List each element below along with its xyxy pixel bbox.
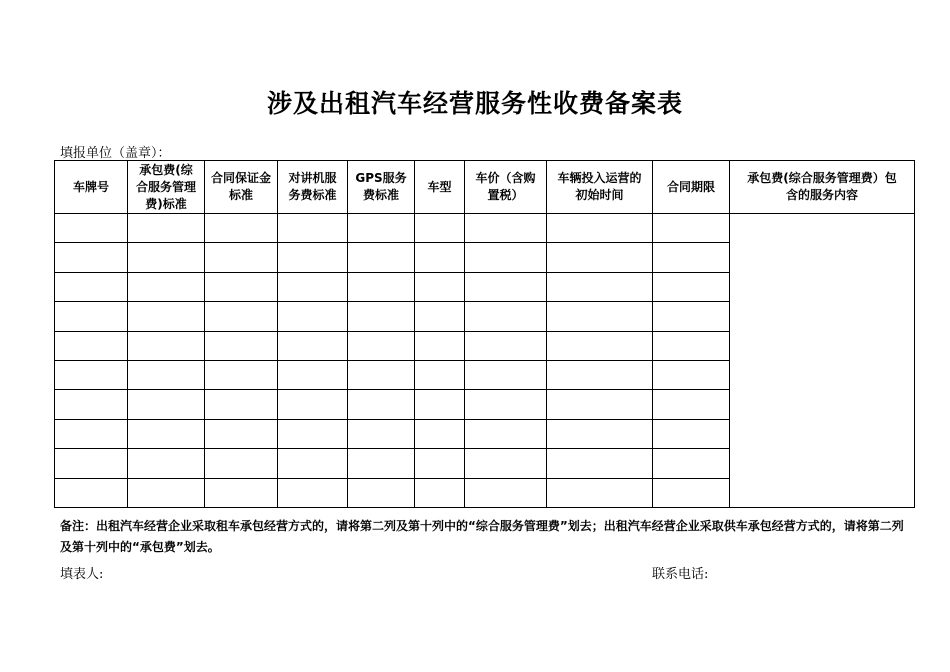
table-cell[interactable]	[465, 390, 547, 419]
table-cell[interactable]	[653, 331, 730, 360]
col-header-deposit: 合同保证金标准	[205, 161, 278, 214]
table-cell[interactable]	[465, 419, 547, 448]
table-cell[interactable]	[547, 478, 653, 507]
filler-label: 填表人:	[60, 567, 104, 582]
table-cell[interactable]	[415, 243, 465, 272]
table-cell[interactable]	[278, 478, 348, 507]
table-cell[interactable]	[653, 478, 730, 507]
table-cell[interactable]	[653, 214, 730, 243]
table-cell[interactable]	[205, 214, 278, 243]
table-cell[interactable]	[128, 272, 205, 301]
table-row	[55, 214, 915, 243]
filing-table	[54, 160, 915, 508]
services-content-cell[interactable]	[730, 214, 915, 508]
table-cell[interactable]	[128, 419, 205, 448]
table-cell[interactable]	[128, 478, 205, 507]
col-header-gps-fee: GPS服务费标准	[348, 161, 415, 214]
table-cell[interactable]	[55, 214, 128, 243]
col-header-plate: 车牌号	[55, 161, 128, 214]
table-cell[interactable]	[547, 390, 653, 419]
table-cell[interactable]	[55, 478, 128, 507]
table-cell[interactable]	[653, 390, 730, 419]
table-cell[interactable]	[465, 360, 547, 389]
table-cell[interactable]	[415, 390, 465, 419]
table-cell[interactable]	[55, 302, 128, 331]
table-cell[interactable]	[348, 302, 415, 331]
table-cell[interactable]	[547, 214, 653, 243]
table-cell[interactable]	[547, 419, 653, 448]
table-cell[interactable]	[128, 302, 205, 331]
col-header-intercom-fee: 对讲机服务费标准	[278, 161, 348, 214]
table-header-row	[55, 161, 915, 214]
table-cell[interactable]	[415, 331, 465, 360]
table-cell[interactable]	[205, 449, 278, 478]
table-cell[interactable]	[465, 331, 547, 360]
table-cell[interactable]	[653, 302, 730, 331]
table-cell[interactable]	[653, 360, 730, 389]
remarks-note: 备注：出租汽车经营企业采取租车承包经营方式的，请将第二列及第十列中的“综合服务管理费”划去；出租汽车经营企业采取供车承包经营方式的，请将第二列及第十列中的“承包费”划去。	[60, 519, 904, 554]
table-cell[interactable]	[415, 302, 465, 331]
unit-label: 填报单位（盖章）：	[60, 146, 171, 161]
table-cell[interactable]	[128, 331, 205, 360]
table-cell[interactable]	[278, 243, 348, 272]
table-cell[interactable]	[205, 331, 278, 360]
col-header-contract-fee: 承包费(综合服务管理费)标准	[128, 161, 205, 214]
table-cell[interactable]	[465, 478, 547, 507]
form-title: 涉及出租汽车经营服务性收费备案表	[266, 89, 683, 118]
table-cell[interactable]	[415, 419, 465, 448]
table-cell[interactable]	[547, 302, 653, 331]
table-cell[interactable]	[205, 243, 278, 272]
table-cell[interactable]	[55, 419, 128, 448]
table-cell[interactable]	[547, 272, 653, 301]
table-cell[interactable]	[348, 331, 415, 360]
table-cell[interactable]	[55, 243, 128, 272]
table-cell[interactable]	[348, 214, 415, 243]
table-cell[interactable]	[348, 390, 415, 419]
table-cell[interactable]	[415, 360, 465, 389]
table-cell[interactable]	[128, 243, 205, 272]
col-header-model: 车型	[415, 161, 465, 214]
table-cell[interactable]	[205, 390, 278, 419]
table-cell[interactable]	[128, 214, 205, 243]
table-cell[interactable]	[465, 214, 547, 243]
col-header-services: 承包费(综合服务管理费）包含的服务内容	[730, 161, 915, 214]
table-cell[interactable]	[55, 272, 128, 301]
table-cell[interactable]	[653, 419, 730, 448]
col-header-price: 车价（含购置税）	[465, 161, 547, 214]
table-cell[interactable]	[348, 478, 415, 507]
table-cell[interactable]	[128, 449, 205, 478]
table-cell[interactable]	[653, 272, 730, 301]
table-cell[interactable]	[348, 360, 415, 389]
table-cell[interactable]	[128, 360, 205, 389]
table-cell[interactable]	[465, 449, 547, 478]
contact-phone-label: 联系电话:	[652, 567, 709, 582]
table-cell[interactable]	[55, 449, 128, 478]
table-cell[interactable]	[278, 331, 348, 360]
table-cell[interactable]	[465, 243, 547, 272]
table-cell[interactable]	[278, 360, 348, 389]
table-cell[interactable]	[278, 449, 348, 478]
table-cell[interactable]	[278, 390, 348, 419]
table-cell[interactable]	[278, 302, 348, 331]
table-cell[interactable]	[278, 419, 348, 448]
table-cell[interactable]	[348, 272, 415, 301]
table-cell[interactable]	[55, 360, 128, 389]
table-cell[interactable]	[547, 360, 653, 389]
table-cell[interactable]	[348, 449, 415, 478]
table-cell[interactable]	[465, 302, 547, 331]
table-cell[interactable]	[465, 272, 547, 301]
table-cell[interactable]	[205, 478, 278, 507]
table-cell[interactable]	[547, 449, 653, 478]
table-cell[interactable]	[547, 243, 653, 272]
col-header-start-time: 车辆投入运营的初始时间	[547, 161, 653, 214]
table-cell[interactable]	[348, 419, 415, 448]
table-cell[interactable]	[55, 331, 128, 360]
table-cell[interactable]	[205, 360, 278, 389]
table-cell[interactable]	[415, 478, 465, 507]
table-cell[interactable]	[278, 272, 348, 301]
table-cell[interactable]	[415, 214, 465, 243]
table-cell[interactable]	[415, 449, 465, 478]
table-cell[interactable]	[205, 272, 278, 301]
table-cell[interactable]	[415, 272, 465, 301]
table-cell[interactable]	[205, 302, 278, 331]
table-cell[interactable]	[278, 214, 348, 243]
col-header-term: 合同期限	[653, 161, 730, 214]
table-cell[interactable]	[55, 390, 128, 419]
table-cell[interactable]	[547, 331, 653, 360]
table-cell[interactable]	[128, 390, 205, 419]
table-cell[interactable]	[653, 243, 730, 272]
table-cell[interactable]	[348, 243, 415, 272]
table-cell[interactable]	[653, 449, 730, 478]
table-cell[interactable]	[205, 419, 278, 448]
